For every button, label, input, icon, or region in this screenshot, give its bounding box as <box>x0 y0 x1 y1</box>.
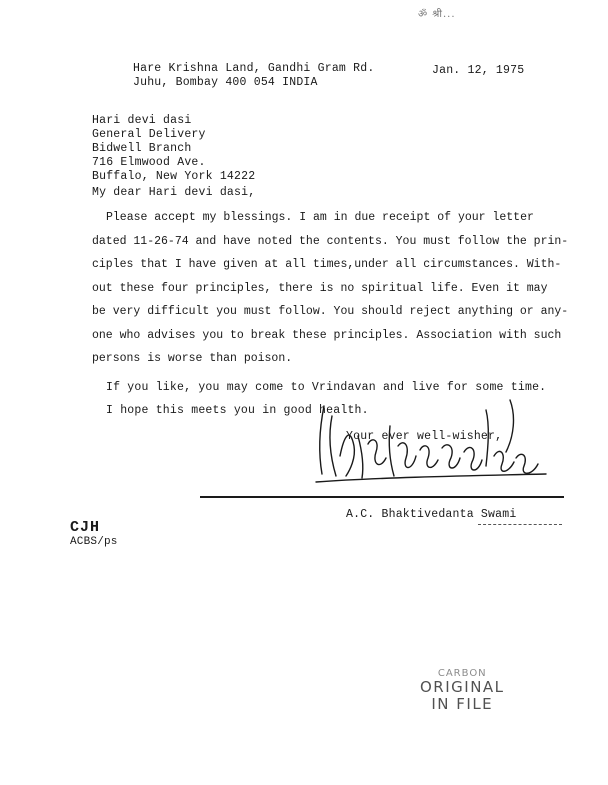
sender-address-line2: Juhu, Bombay 400 054 INDIA <box>133 76 318 89</box>
corner-stamp: ॐ श्री... <box>418 9 456 20</box>
recipient-line: 716 Elmwood Ave. <box>92 156 206 169</box>
body-line: ciples that I have given at all times,under all circumstances. With- <box>92 258 562 271</box>
file-stamp-line: CARBON <box>437 668 487 679</box>
body-paragraph <box>92 206 569 371</box>
signature-name: A.C. Bhaktivedanta Swami <box>346 508 517 521</box>
file-stamp-line: IN FILE <box>431 695 494 713</box>
recipient-line: Hari devi dasi <box>92 114 192 127</box>
typist-initials: ACBS/ps <box>70 536 118 548</box>
signature-image <box>310 396 550 488</box>
dashed-divider <box>478 524 562 525</box>
body-line: be very difficult you must follow. You should reject anything or any- <box>92 305 569 318</box>
body-line: one who advises you to break these principles. Association with such <box>92 328 562 342</box>
body-paragraph: If you like, you may come to Vrindavan and live for some time. <box>106 381 547 394</box>
body-paragraph: I hope this meets you in good health. <box>106 404 369 417</box>
sender-address-line1: Hare Krishna Land, Gandhi Gram Rd. <box>133 62 375 75</box>
recipient-line: Bidwell Branch <box>92 142 192 155</box>
body-line: Please accept my blessings. I am in due receipt of your letter <box>106 211 534 224</box>
file-stamp <box>420 668 505 713</box>
file-stamp-line: ORIGINAL <box>420 678 505 696</box>
body-line: dated 11-26-74 and have noted the contents. You must follow the prin- <box>92 234 569 248</box>
closing-text: Your ever well-wisher, <box>346 430 503 443</box>
letter-date: Jan. 12, 1975 <box>432 64 525 77</box>
body-line: out these four principles, there is no spiritual life. Even it may <box>92 281 548 295</box>
recipient-line: Buffalo, New York 14222 <box>92 170 256 183</box>
signature-line <box>200 496 564 498</box>
initials-mark: CJH <box>70 519 101 536</box>
salutation: My dear Hari devi dasi, <box>92 186 256 199</box>
recipient-line: General Delivery <box>92 128 206 141</box>
body-line: persons is worse than poison. <box>92 352 293 365</box>
